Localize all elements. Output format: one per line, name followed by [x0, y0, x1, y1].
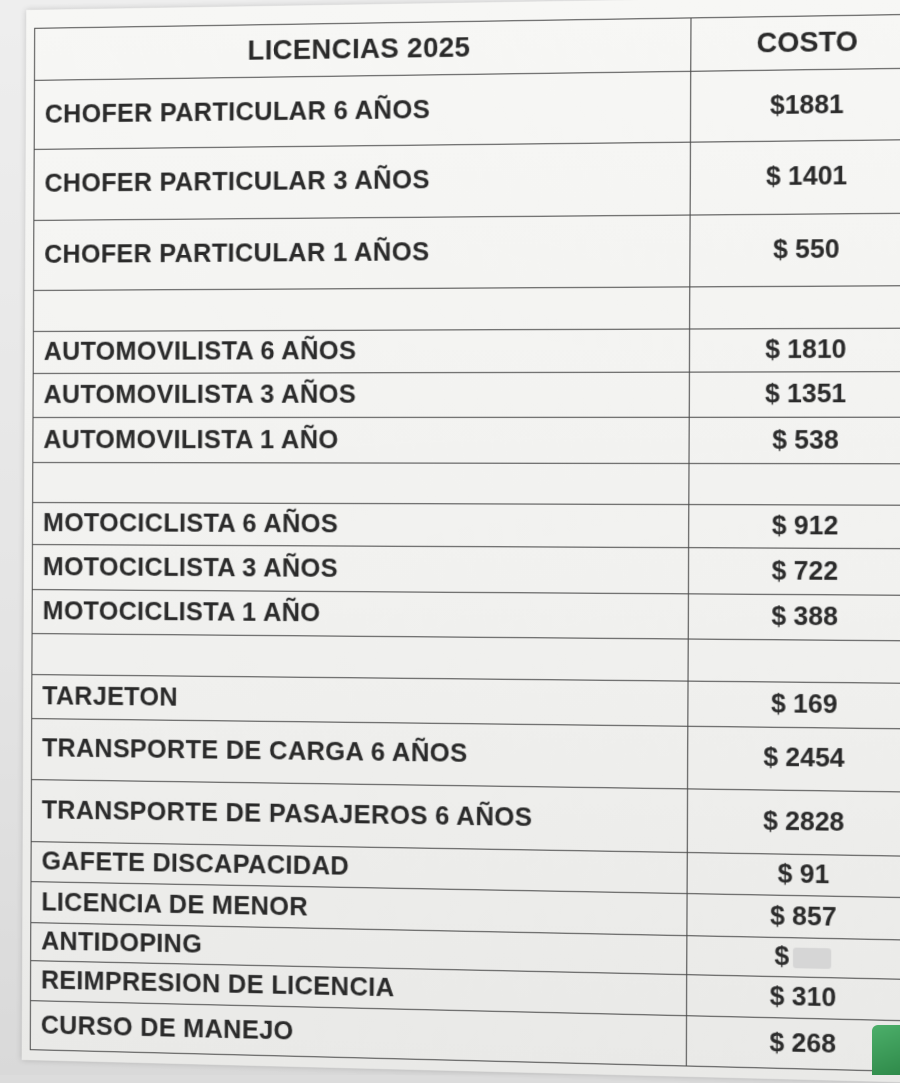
license-type: AUTOMOVILISTA 6 AÑOS	[33, 329, 689, 374]
license-cost: $ 169	[688, 681, 900, 729]
license-type: MOTOCICLISTA 3 AÑOS	[32, 545, 688, 594]
license-cost: $ 912	[689, 505, 900, 550]
license-cost: $ 388	[688, 594, 900, 642]
license-cost: $ 1401	[690, 140, 900, 215]
license-type	[33, 287, 689, 331]
license-type: CURSO DE MANEJO	[30, 1001, 686, 1066]
spacer-row	[33, 286, 900, 331]
license-type: CHOFER PARTICULAR 1 AÑOS	[34, 215, 691, 291]
license-type	[33, 462, 689, 504]
license-type	[32, 634, 688, 681]
license-cost-value: $	[774, 941, 790, 972]
license-cost: $ 550	[690, 213, 900, 287]
license-type: TRANSPORTE DE CARGA 6 AÑOS	[31, 719, 687, 789]
license-cost	[689, 463, 900, 505]
license-cost: $ 2828	[687, 788, 900, 856]
license-cost: $ 91	[687, 853, 900, 899]
table-row	[32, 589, 900, 641]
license-cost	[687, 935, 900, 979]
table-title: LICENCIAS 2025	[34, 18, 691, 81]
license-type: GAFETE DISCAPACIDAD	[31, 842, 687, 894]
green-object	[872, 1025, 900, 1075]
license-cost	[688, 639, 900, 683]
license-cost: $ 857	[687, 894, 900, 940]
covered-price-sticker	[793, 948, 831, 969]
license-type: AUTOMOVILISTA 3 AÑOS	[33, 372, 689, 418]
table-row	[33, 372, 900, 418]
license-type: ANTIDOPING	[31, 922, 687, 974]
cost-column-header: COSTO	[691, 14, 900, 72]
license-cost: $ 1810	[689, 328, 900, 372]
license-type: TARJETON	[32, 674, 688, 726]
license-cost: $1881	[690, 69, 900, 143]
license-type: REIMPRESION DE LICENCIA	[30, 961, 686, 1016]
license-cost: $ 722	[688, 548, 900, 595]
license-type: AUTOMOVILISTA 1 AÑO	[33, 418, 689, 464]
license-type: MOTOCICLISTA 1 AÑO	[32, 589, 688, 639]
license-cost: $ 1351	[689, 372, 900, 418]
license-price-table	[30, 14, 900, 1073]
license-type: MOTOCICLISTA 6 AÑOS	[32, 503, 688, 549]
table-row	[34, 69, 900, 150]
table-row	[32, 545, 900, 595]
price-sheet	[22, 0, 900, 1083]
table-row	[33, 418, 900, 464]
table-row	[32, 503, 900, 550]
license-cost	[690, 286, 900, 329]
license-type: CHOFER PARTICULAR 6 AÑOS	[34, 72, 691, 150]
license-cost: $ 310	[687, 975, 900, 1022]
license-cost: $ 538	[689, 418, 900, 464]
table-row	[34, 213, 900, 291]
license-type: CHOFER PARTICULAR 3 AÑOS	[34, 142, 691, 220]
license-type: LICENCIA DE MENOR	[31, 882, 687, 935]
spacer-row	[33, 462, 900, 505]
license-cost: $ 268	[686, 1016, 900, 1072]
table-row	[33, 328, 900, 374]
license-cost: $ 2454	[688, 726, 900, 791]
table-row	[34, 140, 900, 220]
license-type: TRANSPORTE DE PASAJEROS 6 AÑOS	[31, 779, 687, 852]
